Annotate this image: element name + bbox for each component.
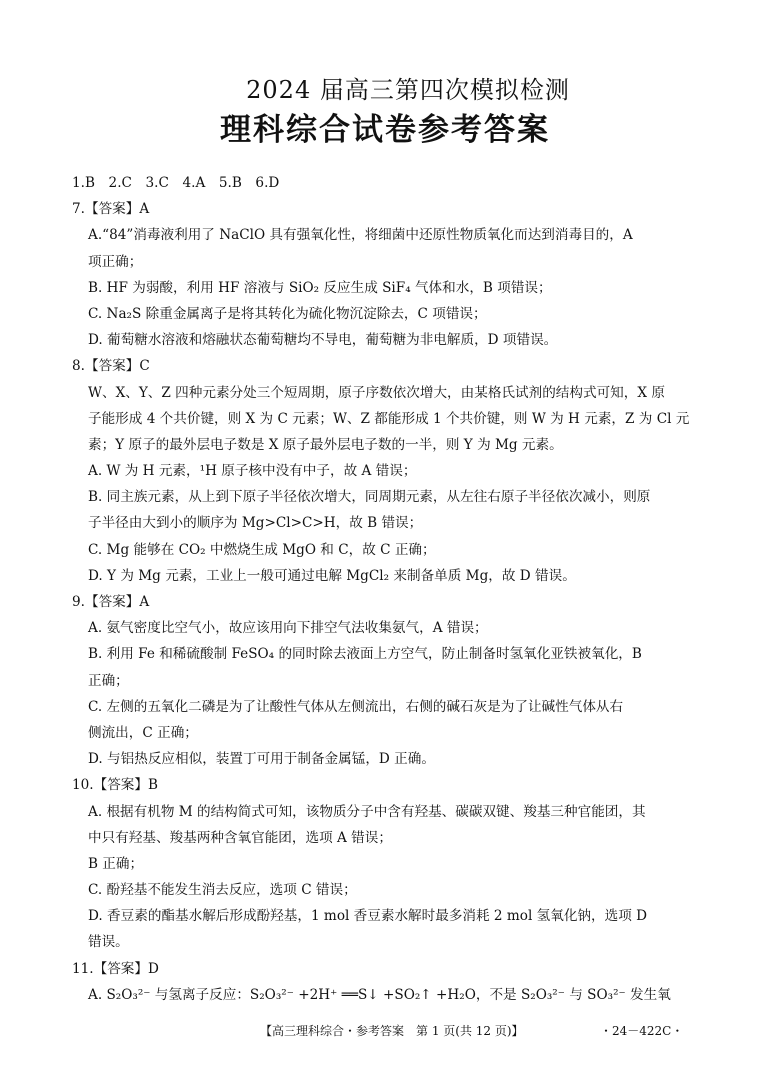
answer-body xyxy=(72,170,702,1008)
q7-option-b: B. HF 为弱酸，利用 HF 溶液与 SiO₂ 反应生成 SiF₄ 气体和水，B 项错误； xyxy=(88,279,552,296)
question-10-heading: 10.【答案】B xyxy=(72,777,158,794)
q8-option-c: C. Mg 能够在 CO₂ 中燃烧生成 MgO 和 C，故 C 正确； xyxy=(88,541,436,558)
question-11-heading: 11.【答案】D xyxy=(72,960,159,977)
question-9-heading: 9.【答案】A xyxy=(72,594,150,610)
q8-analysis-2: 子能形成 4 个共价键，则 X 为 C 元素；W、Z 都能形成 1 个共价键，则 W 为 H 元素，Z 为 Cl 元 xyxy=(88,410,690,427)
footer-page-info: 【高三理科综合・参考答案 第 1 页(共 12 页)】 xyxy=(260,1024,524,1038)
q7-option-a: A.“84”消毒液利用了 NaClO 具有强氧化性，将细菌中还原性物质氧化而达到消毒目的，A xyxy=(88,227,633,244)
q10-option-a: A. 根据有机物 M 的结构简式可知，该物质分子中含有羟基、碳碳双键、羧基三种官能团，其 xyxy=(88,803,646,820)
q9-option-b: B. 利用 Fe 和稀硫酸制 FeSO₄ 的同时除去液面上方空气，防止制备时氢氧化亚铁被氧化，B xyxy=(88,646,642,663)
q10-option-a-cont: 中只有羟基、羧基两种含氧官能团，选项 A 错误； xyxy=(88,829,392,846)
choice-answers-line: 1.B 2.C 3.C 4.A 5.B 6.D xyxy=(72,175,280,191)
q9-option-b-cont: 正确； xyxy=(88,672,129,689)
q8-analysis-1: W、X、Y、Z 四种元素分处三个短周期，原子序数依次增大，由某格氏试剂的结构式可知，X 原 xyxy=(88,384,665,401)
q11-option-a: A. S₂O₃²⁻ 与氢离子反应：S₂O₃²⁻ +2H⁺ ══S↓ +SO₂↑ +H₂O，不是 S₂O₃²⁻ 与 SO₃²⁻ 发生氧 xyxy=(88,986,671,1003)
question-7-heading: 7.【答案】A xyxy=(72,201,150,218)
q10-option-c: C. 酚羟基不能发生消去反应，选项 C 错误； xyxy=(88,882,357,899)
exam-title: 2024 届高三第四次模拟检测 xyxy=(246,76,570,104)
document-title: 理科综合试卷参考答案 xyxy=(220,112,550,148)
q8-option-a: A. W 为 H 元素，¹H 原子核中没有中子，故 A 错误； xyxy=(88,463,417,480)
q7-option-c: C. Na₂S 除重金属离子是将其转化为硫化物沉淀除去，C 项错误； xyxy=(88,305,487,322)
q8-option-b: B. 同主族元素，从上到下原子半径依次增大，同周期元素，从左往右原子半径依次减小，则原 xyxy=(88,489,651,506)
q7-option-d: D. 葡萄糖水溶液和熔融状态葡萄糖均不导电，葡萄糖为非电解质，D 项错误。 xyxy=(88,332,558,349)
q10-option-b: B 正确； xyxy=(88,855,144,872)
q9-option-d: D. 与铝热反应相似，装置丁可用于制备金属锰，D 正确。 xyxy=(88,751,435,768)
q8-option-b-cont: 子半径由大到小的顺序为 Mg>Cl>C>H，故 B 错误； xyxy=(88,515,423,532)
question-8-heading: 8.【答案】C xyxy=(72,358,150,375)
q9-option-c: C. 左侧的五氧化二磷是为了让酸性气体从左侧流出，右侧的碱石灰是为了让碱性气体从右 xyxy=(88,698,624,715)
q7-option-a-cont: 项正确； xyxy=(88,253,143,270)
q10-option-d: D. 香豆素的酯基水解后形成酚羟基，1 mol 香豆素水解时最多消耗 2 mol 氢氧化钠，选项 D xyxy=(88,908,648,925)
q9-option-c-cont: 侧流出，C 正确； xyxy=(88,724,198,741)
q8-analysis-3: 素；Y 原子的最外层电子数是 X 原子最外层电子数的一半，则 Y 为 Mg 元素。 xyxy=(88,436,563,453)
q10-option-d-cont: 错误。 xyxy=(88,934,129,951)
q9-option-a: A. 氨气密度比空气小，故应该用向下排空气法收集氨气，A 错误； xyxy=(88,620,488,637)
footer-exam-code: ・24－422C・ xyxy=(600,1024,684,1038)
q8-option-d: D. Y 为 Mg 元素，工业上一般可通过电解 MgCl₂ 来制备单质 Mg，故 D 错误。 xyxy=(88,567,576,584)
